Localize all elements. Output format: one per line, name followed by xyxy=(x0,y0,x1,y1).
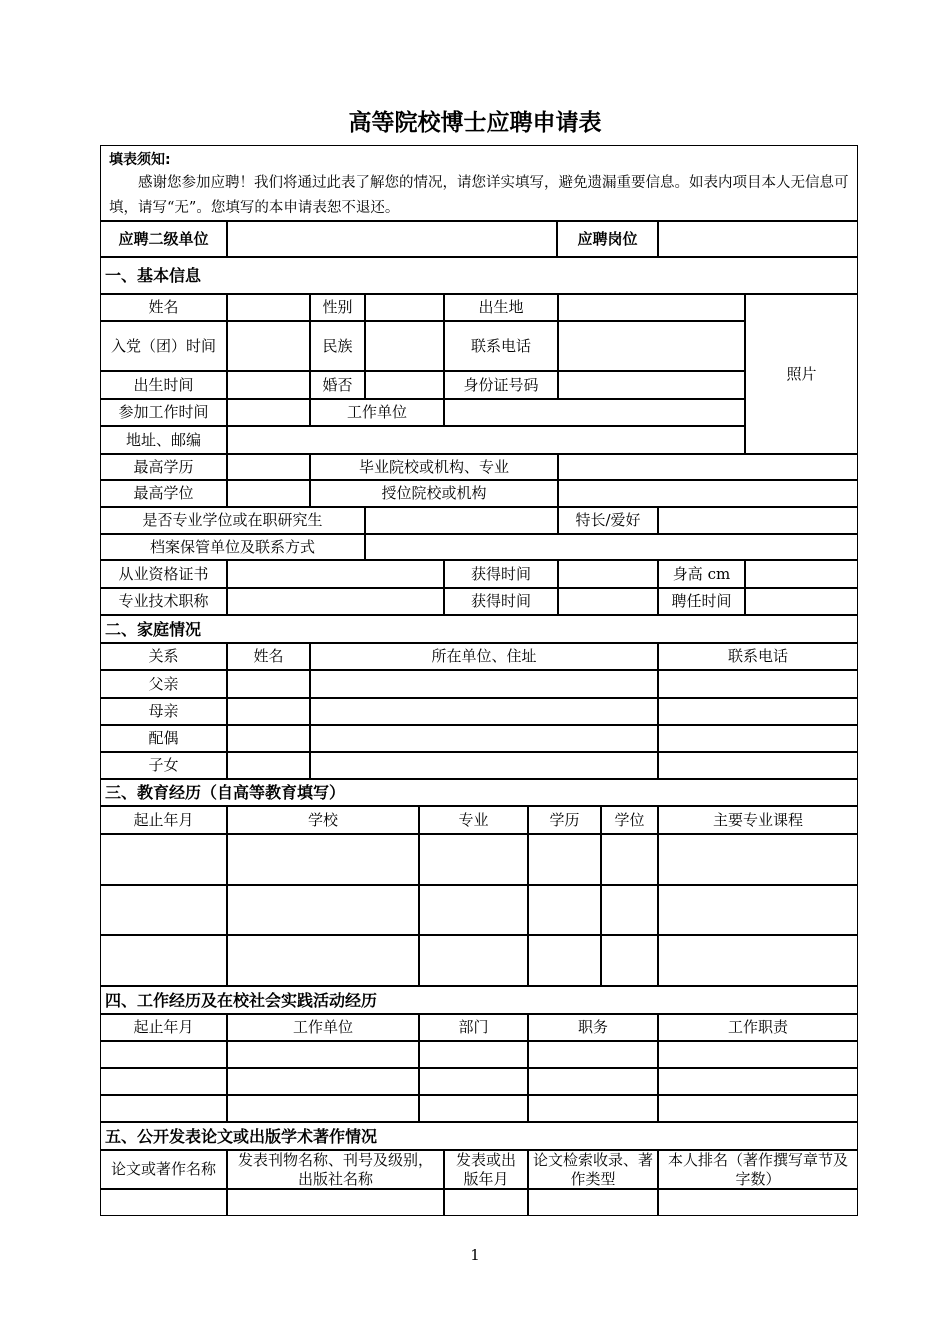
archive-label: 档案保管单位及联系方式 xyxy=(100,534,365,560)
apply-post-field[interactable] xyxy=(658,221,858,257)
edu-degree-field[interactable] xyxy=(601,834,658,885)
family-phone-field[interactable] xyxy=(658,725,858,752)
family-header-name: 姓名 xyxy=(227,643,310,670)
title-obtained-label: 获得时间 xyxy=(444,588,558,615)
degree-school-label: 授位院校或机构 xyxy=(310,480,558,507)
edu-degree-field[interactable] xyxy=(601,935,658,986)
work-position-field[interactable] xyxy=(528,1068,658,1095)
paper-index-field[interactable] xyxy=(528,1189,658,1216)
cert-obtained-label: 获得时间 xyxy=(444,560,558,588)
edu-major-field[interactable] xyxy=(419,834,528,885)
birthplace-field[interactable] xyxy=(558,294,745,321)
apply-post-label: 应聘岗位 xyxy=(557,221,658,257)
family-address-field[interactable] xyxy=(310,752,658,779)
section-papers: 五、公开发表论文或出版学术著作情况 xyxy=(100,1122,858,1150)
hired-label: 聘任时间 xyxy=(658,588,745,615)
work-duties-field[interactable] xyxy=(658,1068,858,1095)
highest-degree-field[interactable] xyxy=(227,480,310,507)
section-family: 二、家庭情况 xyxy=(100,615,858,643)
edu-header-level: 学历 xyxy=(528,806,601,834)
work-header-department: 部门 xyxy=(419,1014,528,1041)
edu-school-field[interactable] xyxy=(227,834,419,885)
work-position-field[interactable] xyxy=(528,1041,658,1068)
edu-header-courses: 主要专业课程 xyxy=(658,806,858,834)
marital-label: 婚否 xyxy=(310,371,365,399)
address-label: 地址、邮编 xyxy=(100,426,227,454)
cert-obtained-field[interactable] xyxy=(558,560,658,588)
hired-field[interactable] xyxy=(745,588,858,615)
party-label: 入党（团）时间 xyxy=(100,321,227,371)
employer-field[interactable] xyxy=(444,399,745,426)
paper-journal-field[interactable] xyxy=(227,1189,444,1216)
work-department-field[interactable] xyxy=(419,1095,528,1122)
phone-label: 联系电话 xyxy=(444,321,558,371)
work-start-field[interactable] xyxy=(227,399,310,426)
family-address-field[interactable] xyxy=(310,725,658,752)
phone-field[interactable] xyxy=(558,321,745,371)
edu-degree-field[interactable] xyxy=(601,885,658,935)
notice-body: 感谢您参加应聘！我们将通过此表了解您的情况，请您详实填写，避免遗漏重要信息。如表内项目本人无信息可填，请写“无”。您填写的本申请表恕不退还。 xyxy=(109,175,849,216)
highest-edu-field[interactable] xyxy=(227,454,310,480)
work-header-duties: 工作职责 xyxy=(658,1014,858,1041)
work-duties-field[interactable] xyxy=(658,1095,858,1122)
family-relation-mother: 母亲 xyxy=(100,698,227,725)
family-relation-father: 父亲 xyxy=(100,670,227,698)
paper-header-rank: 本人排名（著作撰写章节及字数） xyxy=(658,1150,858,1189)
family-phone-field[interactable] xyxy=(658,752,858,779)
notice-heading: 填表须知: xyxy=(109,152,171,168)
title-pro-label: 专业技术职称 xyxy=(100,588,227,615)
work-period-field[interactable] xyxy=(100,1041,227,1068)
cert-field[interactable] xyxy=(227,560,444,588)
work-duties-field[interactable] xyxy=(658,1041,858,1068)
edu-major-field[interactable] xyxy=(419,885,528,935)
work-period-field[interactable] xyxy=(100,1095,227,1122)
paper-title-field[interactable] xyxy=(100,1189,227,1216)
family-relation-spouse: 配偶 xyxy=(100,725,227,752)
party-field[interactable] xyxy=(227,321,310,371)
work-period-field[interactable] xyxy=(100,1068,227,1095)
work-header-position: 职务 xyxy=(528,1014,658,1041)
name-label: 姓名 xyxy=(100,294,227,321)
paper-rank-field[interactable] xyxy=(658,1189,858,1216)
title-obtained-field[interactable] xyxy=(558,588,658,615)
edu-level-field[interactable] xyxy=(528,885,601,935)
birth-date-field[interactable] xyxy=(227,371,310,399)
family-header-address: 所在单位、住址 xyxy=(310,643,658,670)
edu-period-field[interactable] xyxy=(100,935,227,986)
family-relation-children: 子女 xyxy=(100,752,227,779)
work-employer-field[interactable] xyxy=(227,1068,419,1095)
professional-field[interactable] xyxy=(365,507,558,534)
section-basic: 一、基本信息 xyxy=(100,257,858,294)
height-label: 身高 cm xyxy=(658,560,745,588)
form-title: 高等院校博士应聘申请表 xyxy=(348,110,602,136)
notice-box xyxy=(100,145,858,221)
family-name-field[interactable] xyxy=(227,698,310,725)
ethnicity-label: 民族 xyxy=(310,321,365,371)
grad-school-label: 毕业院校或机构、专业 xyxy=(310,454,558,480)
family-name-field[interactable] xyxy=(227,725,310,752)
height-field[interactable] xyxy=(745,560,858,588)
edu-school-field[interactable] xyxy=(227,885,419,935)
family-name-field[interactable] xyxy=(227,670,310,698)
degree-school-field[interactable] xyxy=(558,480,858,507)
work-department-field[interactable] xyxy=(419,1041,528,1068)
id-number-label: 身份证号码 xyxy=(444,371,558,399)
gender-field[interactable] xyxy=(365,294,444,321)
paper-header-journal: 发表刊物名称、刊号及级别，出版社名称 xyxy=(227,1150,444,1189)
work-header-period: 起止年月 xyxy=(100,1014,227,1041)
section-education: 三、教育经历（自高等教育填写） xyxy=(100,779,858,806)
photo-box[interactable]: 照片 xyxy=(745,294,858,454)
paper-header-date: 发表或出版年月 xyxy=(444,1150,528,1189)
edu-level-field[interactable] xyxy=(528,935,601,986)
edu-level-field[interactable] xyxy=(528,834,601,885)
edu-period-field[interactable] xyxy=(100,885,227,935)
highest-degree-label: 最高学位 xyxy=(100,480,227,507)
edu-courses-field[interactable] xyxy=(658,935,858,986)
ethnicity-field[interactable] xyxy=(365,321,444,371)
birthplace-label: 出生地 xyxy=(444,294,558,321)
hobby-label: 特长/爱好 xyxy=(558,507,658,534)
family-header-phone: 联系电话 xyxy=(658,643,858,670)
work-position-field[interactable] xyxy=(528,1095,658,1122)
work-start-label: 参加工作时间 xyxy=(100,399,227,426)
work-employer-field[interactable] xyxy=(227,1041,419,1068)
title-pro-field[interactable] xyxy=(227,588,444,615)
edu-header-degree: 学位 xyxy=(601,806,658,834)
application-form xyxy=(100,145,858,1216)
paper-date-field[interactable] xyxy=(444,1189,528,1216)
cert-label: 从业资格证书 xyxy=(100,560,227,588)
work-header-employer: 工作单位 xyxy=(227,1014,419,1041)
family-address-field[interactable] xyxy=(310,698,658,725)
family-header-relation: 关系 xyxy=(100,643,227,670)
name-field[interactable] xyxy=(227,294,310,321)
family-phone-field[interactable] xyxy=(658,670,858,698)
grad-school-field[interactable] xyxy=(558,454,858,480)
work-department-field[interactable] xyxy=(419,1068,528,1095)
edu-school-field[interactable] xyxy=(227,935,419,986)
edu-period-field[interactable] xyxy=(100,834,227,885)
family-name-field[interactable] xyxy=(227,752,310,779)
archive-field[interactable] xyxy=(365,534,858,560)
employer-label: 工作单位 xyxy=(310,399,444,426)
professional-label: 是否专业学位或在职研究生 xyxy=(100,507,365,534)
work-employer-field[interactable] xyxy=(227,1095,419,1122)
edu-header-school: 学校 xyxy=(227,806,419,834)
hobby-field[interactable] xyxy=(658,507,858,534)
family-phone-field[interactable] xyxy=(658,698,858,725)
birth-date-label: 出生时间 xyxy=(100,371,227,399)
edu-header-period: 起止年月 xyxy=(100,806,227,834)
gender-label: 性别 xyxy=(310,294,365,321)
family-address-field[interactable] xyxy=(310,670,658,698)
apply-unit-label: 应聘二级单位 xyxy=(100,221,227,257)
paper-header-title: 论文或著作名称 xyxy=(100,1150,227,1189)
id-number-field[interactable] xyxy=(558,371,745,399)
section-work: 四、工作经历及在校社会实践活动经历 xyxy=(100,986,858,1014)
apply-unit-field[interactable] xyxy=(227,221,557,257)
paper-header-index: 论文检索收录、著作类型 xyxy=(528,1150,658,1189)
highest-edu-label: 最高学历 xyxy=(100,454,227,480)
edu-major-field[interactable] xyxy=(419,935,528,986)
marital-field[interactable] xyxy=(365,371,444,399)
address-field[interactable] xyxy=(227,426,745,454)
page-number: 1 xyxy=(470,1246,480,1264)
edu-courses-field[interactable] xyxy=(658,885,858,935)
edu-courses-field[interactable] xyxy=(658,834,858,885)
edu-header-major: 专业 xyxy=(419,806,528,834)
